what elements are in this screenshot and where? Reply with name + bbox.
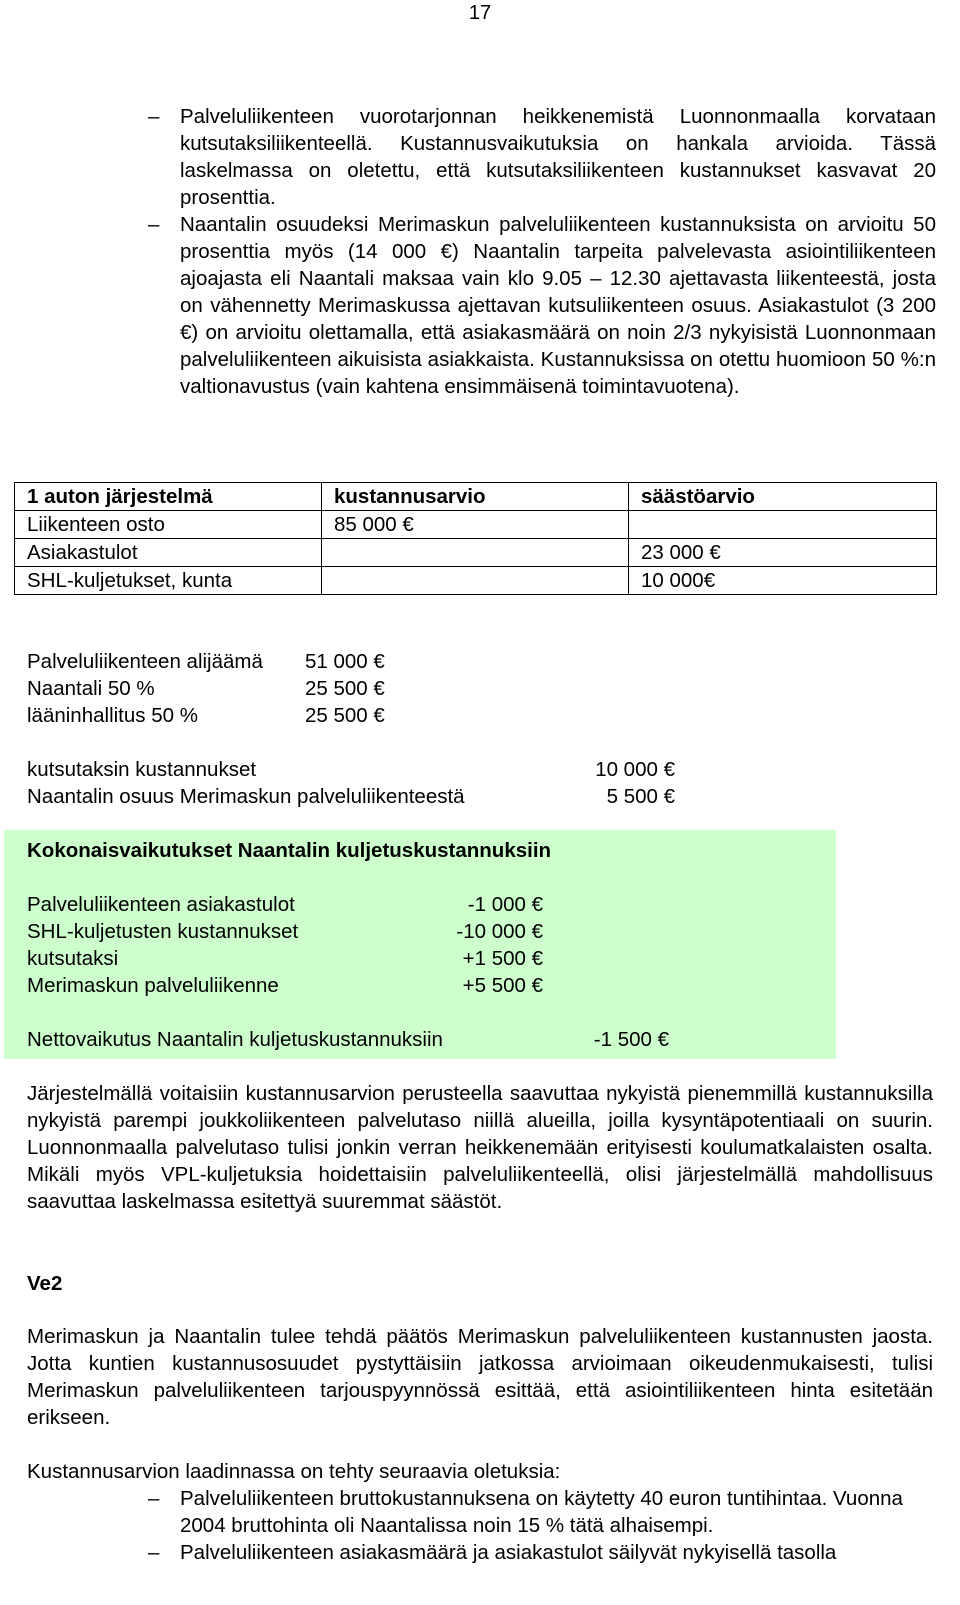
bullet-item bbox=[148, 103, 936, 211]
table-cell: Liikenteen osto bbox=[15, 511, 322, 539]
net-effect-value: -1 500 € bbox=[593, 1028, 669, 1051]
deficit-row bbox=[27, 702, 385, 729]
heading-ve2: Ve2 bbox=[27, 1272, 63, 1295]
deficit-value: 25 500 € bbox=[305, 704, 385, 727]
deficit-value: 25 500 € bbox=[305, 677, 385, 700]
summary-row bbox=[27, 918, 669, 945]
summary-row bbox=[27, 891, 669, 918]
summary-value: +5 500 € bbox=[462, 974, 543, 997]
bullet-list-bottom bbox=[148, 1485, 936, 1566]
bullet-list-top bbox=[148, 103, 936, 400]
bullet-dash: – bbox=[148, 1487, 160, 1510]
table-cell: SHL-kuljetukset, kunta bbox=[15, 567, 322, 595]
table-row bbox=[15, 567, 937, 595]
bullet-item bbox=[148, 1485, 936, 1539]
bullet-dash: – bbox=[148, 213, 160, 236]
cost-label: Naantalin osuus Merimaskun palveluliikenteestä bbox=[27, 785, 465, 808]
summary-title: Kokonaisvaikutukset Naantalin kuljetuskustannuksiin bbox=[27, 839, 552, 862]
table-cell bbox=[322, 539, 629, 567]
summary-value: -10 000 € bbox=[456, 920, 543, 943]
table-cell bbox=[322, 567, 629, 595]
bullet-dash: – bbox=[148, 105, 160, 128]
cost-lines bbox=[27, 756, 675, 810]
table-cell: 10 000€ bbox=[629, 567, 937, 595]
bullet-item bbox=[148, 1539, 936, 1566]
table-header: 1 auton järjestelmä bbox=[15, 483, 322, 511]
bullet-text: Palveluliikenteen bruttokustannuksena on käytetty 40 euron tuntihintaa. Vuonna 2004 bruttohinta oli Naantalissa noin 15 % tätä alhaisempi. bbox=[180, 1487, 903, 1537]
bullet-text: Palveluliikenteen asiakasmäärä ja asiakastulot säilyvät nykyisellä tasolla bbox=[180, 1541, 837, 1564]
bullet-text: Naantalin osuudeksi Merimaskun palveluliikenteen kustannuksista on arvioitu 50 prosenttia myös (14 000 €) Naantalin tarpeita palvelevasta asiointiliikenteen ajoajasta eli Naantali maksaa vain klo 9.05 – 12.30 ajettavasta liikenteestä, josta on vähennetty Merimaskussa ajettavan kutsuliikenteen osuus. Asiakastulot (3 200 €) on arvioitu olettamalla, että asiakasmäärä on noin 2/3 nykyisistä Luonnonmaan palveluliikenteen aikuisista asiakkaista. Kustannuksissa on otettu huomioon 50 %:n valtionavustus (vain kahtena ensimmäisenä toimintavuotena). bbox=[180, 213, 936, 398]
summary-label: Palveluliikenteen asiakastulot bbox=[27, 893, 295, 916]
net-effect-row bbox=[27, 1026, 669, 1053]
page-number: 17 bbox=[468, 2, 492, 24]
net-effect-label: Nettovaikutus Naantalin kuljetuskustannuksiin bbox=[27, 1028, 443, 1051]
summary-content bbox=[27, 837, 669, 1053]
table-cell bbox=[629, 511, 937, 539]
bullet-text: Palveluliikenteen vuorotarjonnan heikkenemistä Luonnonmaalla korvataan kutsutaksiliikenteellä. Kustannusvaikutuksia on hankala arvioida. Tässä laskelmassa on oletettu, että kutsutaksiliikenteen kustannukset kasvavat 20 prosenttia. bbox=[180, 105, 936, 209]
summary-label: SHL-kuljetusten kustannukset bbox=[27, 920, 299, 943]
table-header: säästöarvio bbox=[629, 483, 937, 511]
paragraph-ve2: Merimaskun ja Naantalin tulee tehdä päätös Merimaskun palveluliikenteen kustannusten jaosta. Jotta kuntien kustannusosuudet pystyttäisiin jatkossa arvioimaan oikeudenmukaisesti, tulisi Merimaskun palveluliikenteen tarjouspyynnössä esittää, että asiointiliikenteen hinta esitetään erikseen. bbox=[27, 1325, 933, 1429]
bullet-item bbox=[148, 211, 936, 400]
deficit-label: Naantali 50 % bbox=[27, 677, 155, 700]
table-cell: 23 000 € bbox=[629, 539, 937, 567]
bullet-dash: – bbox=[148, 1541, 160, 1564]
paragraph-assumptions: Kustannusarvion laadinnassa on tehty seuraavia oletuksia: bbox=[27, 1460, 561, 1483]
deficit-breakdown bbox=[27, 648, 385, 729]
deficit-label: Palveluliikenteen alijäämä bbox=[27, 650, 263, 673]
summary-row bbox=[27, 945, 669, 972]
cost-value: 10 000 € bbox=[595, 758, 675, 781]
deficit-row bbox=[27, 675, 385, 702]
table-cell: Asiakastulot bbox=[15, 539, 322, 567]
deficit-label: lääninhallitus 50 % bbox=[27, 704, 198, 727]
summary-value: -1 000 € bbox=[467, 893, 543, 916]
cost-row bbox=[27, 783, 675, 810]
table-cell: 85 000 € bbox=[322, 511, 629, 539]
cost-row bbox=[27, 756, 675, 783]
cost-value: 5 500 € bbox=[606, 785, 675, 808]
deficit-row bbox=[27, 648, 385, 675]
paragraph-system: Järjestelmällä voitaisiin kustannusarvion perusteella saavuttaa nykyistä pienemmillä kustannuksilla nykyistä parempi joukkoliikenteen palvelutaso niillä alueilla, joilla kysyntäpotentiaali on suurin. Luonnonmaalla palvelutaso tulisi jonkin verran heikkenemään erityisesti koulumatkalaisten osalta. Mikäli myös VPL-kuljetuksia hoidettaisiin palveluliikenteellä, olisi järjestelmällä mahdollisuus saavuttaa laskelmassa esitettyä suuremmat säästöt. bbox=[27, 1082, 933, 1213]
table-row bbox=[15, 539, 937, 567]
summary-label: Merimaskun palveluliikenne bbox=[27, 974, 279, 997]
deficit-value: 51 000 € bbox=[305, 650, 385, 673]
table-header: kustannusarvio bbox=[322, 483, 629, 511]
cost-table bbox=[14, 482, 937, 595]
table-row bbox=[15, 511, 937, 539]
summary-row bbox=[27, 972, 669, 1026]
cost-label: kutsutaksin kustannukset bbox=[27, 758, 257, 781]
summary-value: +1 500 € bbox=[462, 947, 543, 970]
summary-label: kutsutaksi bbox=[27, 947, 119, 970]
table-header-row bbox=[15, 483, 937, 511]
